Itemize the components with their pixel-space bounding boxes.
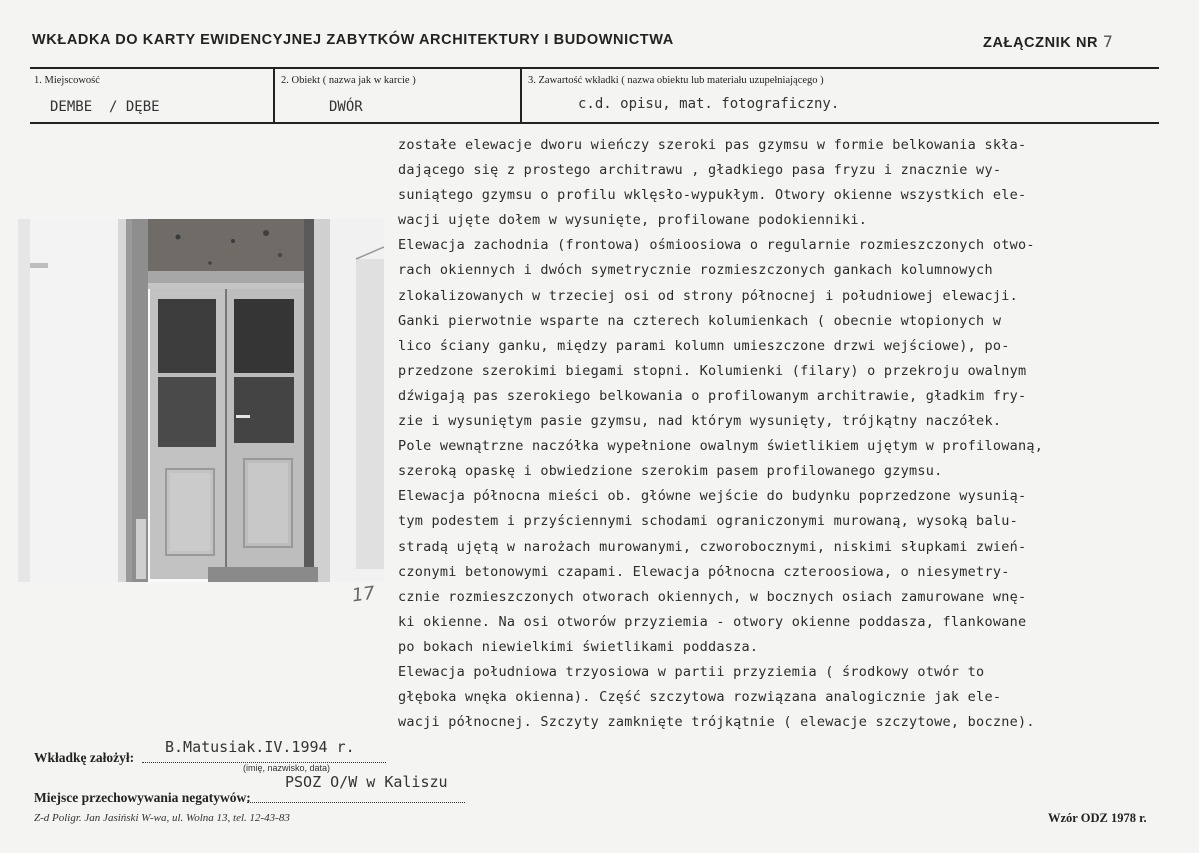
description-line: zlokalizowanych w trzeciej osi od strony północnej i południowej elewacji. [398, 287, 1018, 304]
description-line: po bokach niewielkimi świetlikami poddasza. [398, 638, 759, 655]
printer-imprint: Z-d Poligr. Jan Jasiński W-wa, ul. Wolna 13, tel. 12-43-83 [34, 812, 290, 824]
description-line: Pole wewnątrzne naczółka wypełnione owalnym świetlikiem ujętym w profilowaną, [398, 438, 1044, 455]
annex-number: 7 [1102, 32, 1114, 51]
form-title: WKŁADKA DO KARTY EWIDENCYJNEJ ZABYTKÓW ARCHITEKTURY I BUDOWNICTWA [32, 32, 674, 48]
table-bottom-rule [30, 122, 1159, 124]
annex-label: ZAŁĄCZNIK NR [983, 35, 1099, 51]
photo-number: 17 [350, 582, 377, 607]
photo-door [18, 219, 384, 582]
description-line: dającego się z prostego architrawu , gładkiego pasa fryzu i znacznie wy- [398, 162, 1002, 179]
author-label: Wkładkę założył: [34, 750, 135, 765]
description-line: suniątego gzymsu o profilu wklęsło-wypukłym. Otwory okienne wszystkich ele- [398, 187, 1027, 204]
annex-label-group [983, 32, 1114, 51]
locality-value: DEMBE / DĘBE [50, 99, 160, 115]
description-line: wacji północnej. Szczyty zamknięte trójkątnie ( elewacje szczytowe, boczne). [398, 714, 1035, 731]
description-line: ki okienne. Na osi otworów przyziemia - otwory okienne poddasza, flankowane [398, 613, 1027, 630]
form-code: Wzór ODZ 1978 r. [1048, 811, 1147, 825]
column-divider-2 [520, 68, 522, 122]
author-caption: (imię, nazwisko, data) [243, 763, 331, 773]
description-line: cznie rozmieszczonych otworach okiennych, w bocznych osiach zamurowane wnę- [398, 588, 1027, 605]
description-line: Elewacja zachodnia (frontowa) ośmioosiowa o regularnie rozmieszczonych otwo- [398, 237, 1035, 254]
contents-value: c.d. opisu, mat. fotograficzny. [578, 96, 840, 112]
storage-label: Miejsce przechowywania negatywów: [34, 790, 251, 805]
description-line: Ganki pierwotnie wsparte na czterech kolumienkach ( obecnie wtopionych w [398, 312, 1002, 329]
storage-dotted-line [247, 802, 465, 803]
description-line: zie i wysuniętym pasie gzymsu, nad którym wysunięty, trójkątny naczółek. [398, 413, 1002, 430]
door-photo-graphic [18, 219, 384, 582]
description-line: tym podestem i przyściennymi schodami ograniczonymi murowaną, wysoką balu- [398, 513, 1018, 530]
description-line: lico ściany ganku, między parami kolumn umieszczone drzwi wejściowe), po- [398, 337, 1010, 354]
description-line: czonymi betonowymi czapami. Elewacja północna czteroosiowa, o niesymetry- [398, 563, 1010, 580]
storage-value: PSOZ O/W w Kaliszu [285, 773, 448, 791]
description-line: dźwigają pas szerokiego belkowania o profilowanym architrawie, gładkim fry- [398, 387, 1027, 404]
description-line: szeroką opaskę i obwiedzione szerokim pasem profilowanego gzymsu. [398, 463, 943, 480]
description-line: głęboka wnęka okienna). Część szczytowa rozwiązana analogicznie jak ele- [398, 689, 1002, 706]
table-top-rule [30, 67, 1159, 69]
object-value: DWÓR [329, 99, 363, 115]
description-line: Elewacja północna mieści ob. główne wejście do budynku poprzedzone wysunią- [398, 488, 1027, 505]
column-divider-1 [273, 68, 275, 122]
description-line: przedzone szerokimi biegami stopni. Kolumienki (filary) o przekroju owalnym [398, 362, 1027, 379]
description-line: Elewacja południowa trzyosiowa w partii przyziemia ( środkowy otwór to [398, 663, 985, 680]
description-line: stradą ujętą w narożach murowanymi, czworobocznymi, niskimi słupkami zwień- [398, 538, 1027, 555]
description-line: wacji ujęte dołem w wysunięte, profilowane podokienniki. [398, 212, 868, 229]
description-line: rach okiennych i dwóch symetrycznie rozmieszczonych gankach kolumnowych [398, 262, 993, 279]
object-label: 2. Obiekt ( nazwa jak w karcie ) [281, 75, 416, 86]
locality-label: 1. Miejscowość [34, 75, 100, 86]
description-text [398, 133, 1173, 735]
author-value: B.Matusiak.IV.1994 r. [165, 738, 355, 756]
contents-label: 3. Zawartość wkładki ( nazwa obiektu lub materiału uzupełniającego ) [528, 75, 824, 86]
description-line: zostałe elewacje dworu wieńczy szeroki pas gzymsu w formie belkowania skła- [398, 137, 1027, 153]
